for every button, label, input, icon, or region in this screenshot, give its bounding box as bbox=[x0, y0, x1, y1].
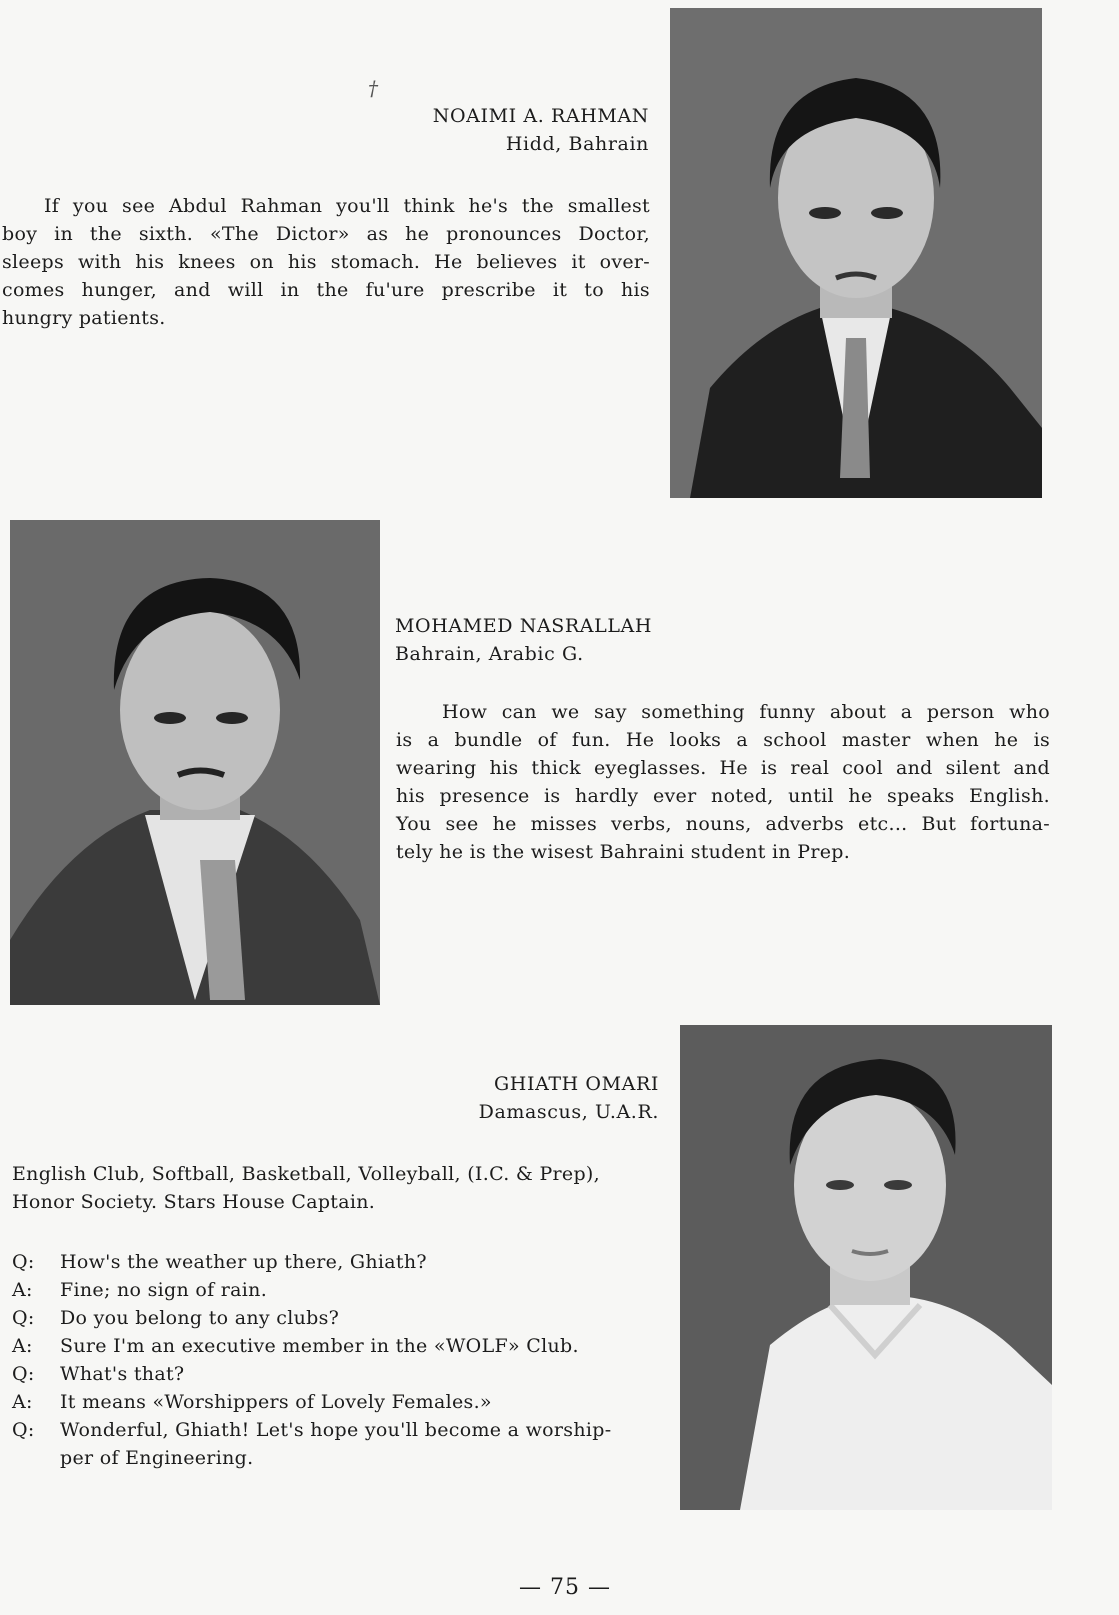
student-place-2: Bahrain, Arabic G. bbox=[395, 643, 584, 665]
bio-line: wearing his thick eyeglasses. He is real cool and silent and bbox=[396, 757, 1050, 779]
student-name-2: MOHAMED NASRALLAH bbox=[395, 615, 653, 637]
qa-row bbox=[12, 1276, 267, 1304]
qa-row bbox=[12, 1304, 339, 1332]
bio-line: You see he misses verbs, nouns, adverbs etc... But fortuna- bbox=[396, 813, 1050, 835]
qa-text: What's that? bbox=[60, 1363, 185, 1385]
activities-line: English Club, Softball, Basketball, Volleyball, (I.C. & Prep), bbox=[12, 1163, 600, 1185]
bio-line: his presence is hardly ever noted, until he speaks English. bbox=[396, 785, 1050, 807]
qa-tag: Q: bbox=[12, 1363, 35, 1385]
bio-line: tely he is the wisest Bahraini student in Prep. bbox=[396, 841, 851, 863]
qa-text: Fine; no sign of rain. bbox=[60, 1279, 268, 1301]
bio-line: hungry patients. bbox=[2, 307, 166, 329]
student-activities-3 bbox=[12, 1160, 660, 1216]
qa-text: How's the weather up there, Ghiath? bbox=[60, 1251, 427, 1273]
portrait-silhouette-icon bbox=[10, 520, 380, 1005]
portrait-silhouette-icon bbox=[670, 8, 1042, 498]
bio-line: boy in the sixth. «The Dictor» as he pronounces Doctor, bbox=[2, 223, 650, 245]
page-number: — 75 — bbox=[519, 1575, 611, 1600]
qa-tag: A: bbox=[12, 1391, 33, 1413]
student-qa-3 bbox=[12, 1248, 672, 1478]
qa-text: Do you belong to any clubs? bbox=[60, 1307, 340, 1329]
bio-line: If you see Abdul Rahman you'll think he's the smallest bbox=[44, 195, 650, 217]
student-place-3: Damascus, U.A.R. bbox=[478, 1101, 659, 1123]
qa-row bbox=[12, 1444, 253, 1472]
qa-text: Wonderful, Ghiath! Let's hope you'll become a worship- bbox=[60, 1419, 612, 1441]
qa-tag: Q: bbox=[12, 1419, 35, 1441]
qa-text: per of Engineering. bbox=[60, 1447, 254, 1469]
student-name-1: NOAIMI A. RAHMAN bbox=[432, 105, 649, 127]
student-photo-3 bbox=[680, 1025, 1052, 1510]
qa-tag: A: bbox=[12, 1335, 33, 1357]
student-place-1: Hidd, Bahrain bbox=[505, 133, 649, 155]
bio-line: is a bundle of fun. He looks a school master when he is bbox=[396, 729, 1050, 751]
qa-tag: Q: bbox=[12, 1307, 35, 1329]
qa-row bbox=[12, 1416, 611, 1444]
portrait-silhouette-icon bbox=[680, 1025, 1052, 1510]
qa-tag: Q: bbox=[12, 1251, 35, 1273]
bio-line: comes hunger, and will in the fu'ure prescribe it to his bbox=[2, 279, 650, 301]
qa-text: Sure I'm an executive member in the «WOLF» Club. bbox=[60, 1335, 579, 1357]
activities-line: Honor Society. Stars House Captain. bbox=[12, 1191, 376, 1213]
student-photo-2 bbox=[10, 520, 380, 1005]
student-bio-1 bbox=[2, 192, 650, 332]
student-name-3: GHIATH OMARI bbox=[494, 1073, 659, 1095]
qa-row bbox=[12, 1360, 184, 1388]
bio-line: sleeps with his knees on his stomach. He believes it over- bbox=[2, 251, 650, 273]
qa-row bbox=[12, 1332, 579, 1360]
qa-text: It means «Worshippers of Lovely Females.» bbox=[60, 1391, 492, 1413]
qa-row bbox=[12, 1248, 427, 1276]
bio-line: How can we say something funny about a person who bbox=[442, 701, 1050, 723]
student-photo-1 bbox=[670, 8, 1042, 498]
student-bio-2 bbox=[396, 698, 1050, 866]
qa-row bbox=[12, 1388, 492, 1416]
pencil-mark: † bbox=[368, 76, 378, 100]
qa-tag: A: bbox=[12, 1279, 33, 1301]
